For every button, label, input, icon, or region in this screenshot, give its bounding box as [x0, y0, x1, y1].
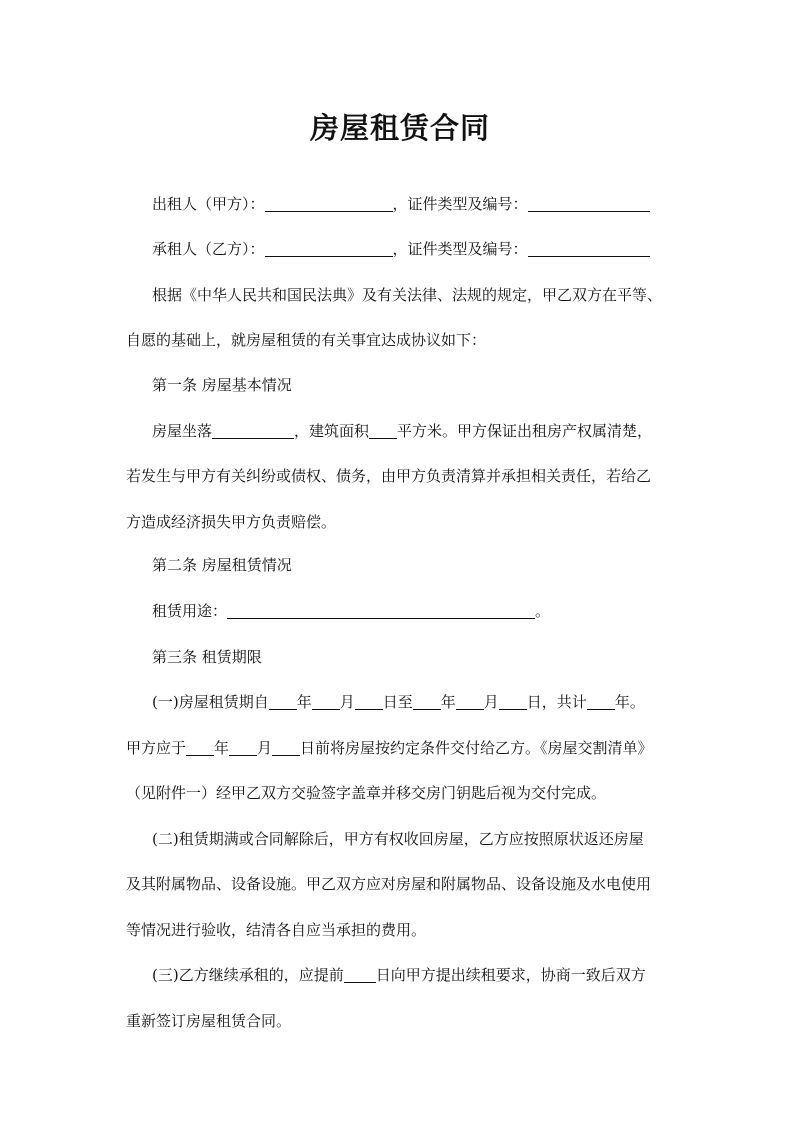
delivery-day-blank[interactable] [272, 739, 300, 756]
area-blank[interactable] [369, 422, 397, 439]
start-day-blank[interactable] [355, 693, 383, 710]
party-a-name-blank[interactable] [265, 195, 393, 212]
end-year-blank[interactable] [413, 693, 441, 710]
total-years-blank[interactable] [587, 693, 615, 710]
start-month-blank[interactable] [312, 693, 340, 710]
renewal-text: (三)乙方继续承租的，应提前 [152, 966, 344, 984]
delivery-year-blank[interactable] [186, 739, 214, 756]
party-b-line [152, 239, 650, 259]
preamble-line-1: 根据《中华人民共和国民法典》及有关法律、法规的规定，甲乙双方在平等、 [152, 286, 663, 304]
clause-2-line-3: 等情况进行验收，结清各自应当承担的费用。 [126, 921, 427, 939]
term-line-3: （见附件一）经甲乙双方交验签字盖章并移交房门钥匙后视为交付完成。 [126, 784, 607, 802]
month-text: 月 [339, 693, 355, 711]
renewal-terms-text: 日向甲方提出续租要求，协商一致后双方 [375, 966, 646, 984]
delivery-terms-text: 日前将房屋按约定条件交付给乙方。《房屋交割清单》 [300, 739, 653, 757]
area-unit-text: 平方米。甲方保证出租房产权属清楚， [397, 422, 653, 440]
year-text: 年 [214, 739, 230, 757]
location-label: 房屋坐落 [152, 422, 213, 440]
article-1-heading: 第一条 房屋基本情况 [152, 376, 292, 394]
clause-3-line-2: 重新签订房屋租赁合同。 [126, 1012, 292, 1030]
party-a-line [152, 194, 650, 214]
start-year-blank[interactable] [269, 693, 297, 710]
party-a-id-blank[interactable] [528, 195, 650, 212]
renewal-days-blank[interactable] [344, 966, 376, 983]
party-a-label: 出租人（甲方）： [152, 195, 265, 213]
article-3-heading: 第三条 租赁期限 [152, 648, 262, 666]
article-1-line-2: 若发生与甲方有关纠纷或债权、债务，由甲方负责清算并承担相关责任，若给乙 [126, 467, 652, 485]
party-b-id-label: ，证件类型及编号： [392, 240, 528, 258]
party-b-name-blank[interactable] [265, 240, 393, 257]
total-text: 日，共计 [526, 693, 587, 711]
article-2-heading: 第二条 房屋租赁情况 [152, 556, 292, 574]
area-label: ，建筑面积 [294, 422, 370, 440]
month-text: 月 [257, 739, 273, 757]
year-end-text: 年。 [614, 693, 645, 711]
rental-use-end: 。 [535, 602, 551, 620]
end-month-blank[interactable] [456, 693, 484, 710]
rental-use-label: 租赁用途： [152, 602, 228, 620]
day-to-text: 日至 [382, 693, 413, 711]
party-b-label: 承租人（乙方）： [152, 240, 265, 258]
clause-2-line-1: (二)租赁期满或合同解除后，甲方有权收回房屋，乙方应按照原状返还房屋 [152, 830, 644, 848]
location-blank[interactable] [212, 422, 294, 439]
year-text: 年 [440, 693, 456, 711]
party-a-id-label: ，证件类型及编号： [392, 195, 528, 213]
delivery-month-blank[interactable] [229, 739, 257, 756]
year-text: 年 [296, 693, 312, 711]
term-line-2 [126, 738, 653, 758]
document-title: 房屋租赁合同 [309, 111, 490, 145]
delivery-text: 甲方应于 [126, 739, 187, 757]
end-day-blank[interactable] [499, 693, 527, 710]
article-1-line-3: 方造成经济损失甲方负责赔偿。 [126, 513, 337, 531]
clause-3-line-1 [152, 965, 646, 985]
preamble-line-2: 自愿的基础上，就房屋租赁的有关事宜达成协议如下： [126, 331, 487, 349]
rental-use-line [152, 601, 550, 621]
month-text: 月 [483, 693, 499, 711]
rental-use-blank[interactable] [227, 602, 535, 619]
article-1-line-1 [152, 421, 652, 441]
term-line-1 [152, 692, 645, 712]
party-b-id-blank[interactable] [528, 240, 650, 257]
clause-2-line-2: 及其附属物品、设备设施。甲乙双方应对房屋和附属物品、设备设施及水电使用 [126, 875, 652, 893]
term-text: (一)房屋租赁期自 [152, 693, 269, 711]
